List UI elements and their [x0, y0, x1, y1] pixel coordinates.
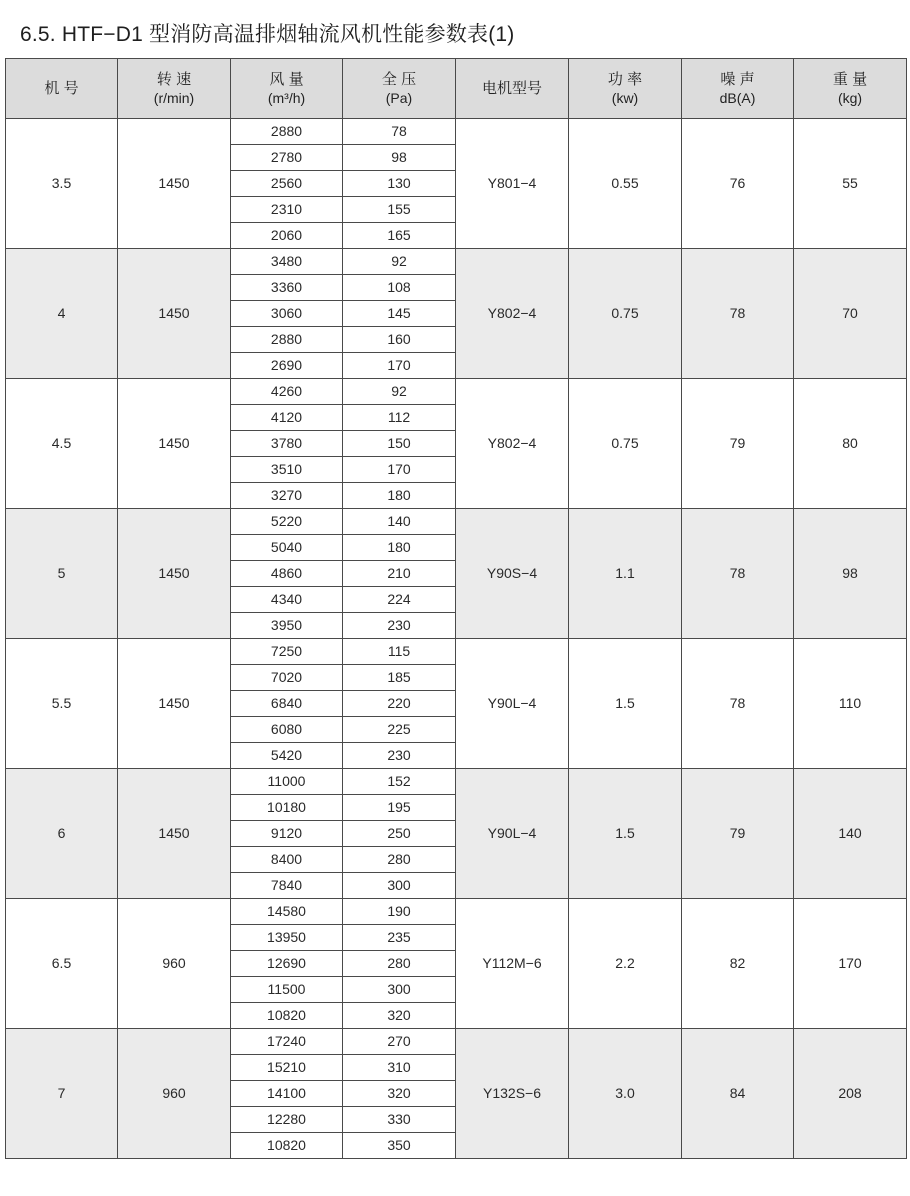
- model-cell: 7: [6, 1029, 118, 1159]
- pressure-cell: 230: [343, 613, 456, 639]
- airflow-cell: 3480: [231, 249, 343, 275]
- pressure-cell: 270: [343, 1029, 456, 1055]
- noise-cell: 84: [682, 1029, 794, 1159]
- airflow-cell: 10820: [231, 1133, 343, 1159]
- airflow-cell: 4120: [231, 405, 343, 431]
- airflow-cell: 3780: [231, 431, 343, 457]
- speed-cell: 1450: [118, 249, 231, 379]
- speed-cell: 1450: [118, 639, 231, 769]
- noise-cell: 82: [682, 899, 794, 1029]
- power-cell: 1.1: [569, 509, 682, 639]
- table-row: [6, 769, 907, 795]
- motor-cell: Y112M−6: [456, 899, 569, 1029]
- table-body: [6, 119, 907, 1159]
- airflow-cell: 4860: [231, 561, 343, 587]
- airflow-cell: 4340: [231, 587, 343, 613]
- airflow-cell: 2060: [231, 223, 343, 249]
- speed-cell: 1450: [118, 119, 231, 249]
- motor-cell: Y801−4: [456, 119, 569, 249]
- motor-cell: Y132S−6: [456, 1029, 569, 1159]
- header-row: [6, 59, 907, 119]
- noise-cell: 76: [682, 119, 794, 249]
- noise-cell: 79: [682, 379, 794, 509]
- pressure-cell: 230: [343, 743, 456, 769]
- table-row: [6, 249, 907, 275]
- pressure-cell: 130: [343, 171, 456, 197]
- performance-table: [5, 58, 907, 1159]
- model-cell: 6.5: [6, 899, 118, 1029]
- pressure-cell: 224: [343, 587, 456, 613]
- speed-cell: 960: [118, 899, 231, 1029]
- header-power: 功 率 (kw): [569, 59, 682, 119]
- pressure-cell: 115: [343, 639, 456, 665]
- model-cell: 4: [6, 249, 118, 379]
- power-cell: 2.2: [569, 899, 682, 1029]
- airflow-cell: 3950: [231, 613, 343, 639]
- airflow-cell: 10180: [231, 795, 343, 821]
- speed-cell: 1450: [118, 509, 231, 639]
- airflow-cell: 14580: [231, 899, 343, 925]
- airflow-cell: 2560: [231, 171, 343, 197]
- weight-cell: 110: [794, 639, 907, 769]
- airflow-cell: 3060: [231, 301, 343, 327]
- airflow-cell: 5040: [231, 535, 343, 561]
- header-speed: 转 速 (r/min): [118, 59, 231, 119]
- pressure-cell: 92: [343, 249, 456, 275]
- model-cell: 4.5: [6, 379, 118, 509]
- pressure-cell: 250: [343, 821, 456, 847]
- pressure-cell: 280: [343, 847, 456, 873]
- airflow-cell: 2880: [231, 327, 343, 353]
- airflow-cell: 6840: [231, 691, 343, 717]
- airflow-cell: 11500: [231, 977, 343, 1003]
- airflow-cell: 13950: [231, 925, 343, 951]
- power-cell: 3.0: [569, 1029, 682, 1159]
- speed-cell: 960: [118, 1029, 231, 1159]
- pressure-cell: 225: [343, 717, 456, 743]
- model-cell: 3.5: [6, 119, 118, 249]
- airflow-cell: 5420: [231, 743, 343, 769]
- motor-cell: Y90L−4: [456, 769, 569, 899]
- noise-cell: 78: [682, 509, 794, 639]
- pressure-cell: 92: [343, 379, 456, 405]
- pressure-cell: 320: [343, 1003, 456, 1029]
- pressure-cell: 98: [343, 145, 456, 171]
- airflow-cell: 7020: [231, 665, 343, 691]
- pressure-cell: 165: [343, 223, 456, 249]
- pressure-cell: 300: [343, 873, 456, 899]
- pressure-cell: 145: [343, 301, 456, 327]
- airflow-cell: 8400: [231, 847, 343, 873]
- pressure-cell: 180: [343, 483, 456, 509]
- pressure-cell: 320: [343, 1081, 456, 1107]
- airflow-cell: 15210: [231, 1055, 343, 1081]
- airflow-cell: 2880: [231, 119, 343, 145]
- power-cell: 1.5: [569, 639, 682, 769]
- speed-cell: 1450: [118, 769, 231, 899]
- pressure-cell: 155: [343, 197, 456, 223]
- motor-cell: Y802−4: [456, 379, 569, 509]
- power-cell: 1.5: [569, 769, 682, 899]
- table-row: [6, 1029, 907, 1055]
- noise-cell: 78: [682, 249, 794, 379]
- performance-table-container: [5, 58, 906, 1166]
- pressure-cell: 170: [343, 353, 456, 379]
- airflow-cell: 7250: [231, 639, 343, 665]
- table-row: [6, 899, 907, 925]
- airflow-cell: 14100: [231, 1081, 343, 1107]
- table-row: [6, 639, 907, 665]
- airflow-cell: 2780: [231, 145, 343, 171]
- pressure-cell: 190: [343, 899, 456, 925]
- airflow-cell: 17240: [231, 1029, 343, 1055]
- airflow-cell: 12690: [231, 951, 343, 977]
- pressure-cell: 78: [343, 119, 456, 145]
- speed-cell: 1450: [118, 379, 231, 509]
- pressure-cell: 152: [343, 769, 456, 795]
- model-cell: 6: [6, 769, 118, 899]
- airflow-cell: 2690: [231, 353, 343, 379]
- pressure-cell: 220: [343, 691, 456, 717]
- weight-cell: 70: [794, 249, 907, 379]
- pressure-cell: 210: [343, 561, 456, 587]
- table-row: [6, 379, 907, 405]
- model-cell: 5: [6, 509, 118, 639]
- pressure-cell: 310: [343, 1055, 456, 1081]
- table-row: [6, 509, 907, 535]
- airflow-cell: 12280: [231, 1107, 343, 1133]
- noise-cell: 79: [682, 769, 794, 899]
- motor-cell: Y90S−4: [456, 509, 569, 639]
- pressure-cell: 235: [343, 925, 456, 951]
- pressure-cell: 280: [343, 951, 456, 977]
- noise-cell: 78: [682, 639, 794, 769]
- pressure-cell: 140: [343, 509, 456, 535]
- airflow-cell: 9120: [231, 821, 343, 847]
- header-airflow: 风 量 (m³/h): [231, 59, 343, 119]
- pressure-cell: 350: [343, 1133, 456, 1159]
- airflow-cell: 3510: [231, 457, 343, 483]
- weight-cell: 140: [794, 769, 907, 899]
- header-noise: 噪 声 dB(A): [682, 59, 794, 119]
- power-cell: 0.75: [569, 379, 682, 509]
- airflow-cell: 3360: [231, 275, 343, 301]
- header-weight: 重 量 (kg): [794, 59, 907, 119]
- airflow-cell: 10820: [231, 1003, 343, 1029]
- model-cell: 5.5: [6, 639, 118, 769]
- airflow-cell: 11000: [231, 769, 343, 795]
- airflow-cell: 6080: [231, 717, 343, 743]
- pressure-cell: 160: [343, 327, 456, 353]
- pressure-cell: 108: [343, 275, 456, 301]
- header-model: 机 号: [6, 59, 118, 119]
- motor-cell: Y802−4: [456, 249, 569, 379]
- pressure-cell: 112: [343, 405, 456, 431]
- header-motor: 电机型号: [456, 59, 569, 119]
- power-cell: 0.55: [569, 119, 682, 249]
- pressure-cell: 300: [343, 977, 456, 1003]
- airflow-cell: 4260: [231, 379, 343, 405]
- airflow-cell: 3270: [231, 483, 343, 509]
- airflow-cell: 7840: [231, 873, 343, 899]
- pressure-cell: 150: [343, 431, 456, 457]
- weight-cell: 170: [794, 899, 907, 1029]
- airflow-cell: 5220: [231, 509, 343, 535]
- motor-cell: Y90L−4: [456, 639, 569, 769]
- airflow-cell: 2310: [231, 197, 343, 223]
- weight-cell: 80: [794, 379, 907, 509]
- pressure-cell: 330: [343, 1107, 456, 1133]
- pressure-cell: 195: [343, 795, 456, 821]
- weight-cell: 208: [794, 1029, 907, 1159]
- pressure-cell: 170: [343, 457, 456, 483]
- pressure-cell: 185: [343, 665, 456, 691]
- weight-cell: 55: [794, 119, 907, 249]
- weight-cell: 98: [794, 509, 907, 639]
- header-pressure: 全 压 (Pa): [343, 59, 456, 119]
- pressure-cell: 180: [343, 535, 456, 561]
- table-row: [6, 119, 907, 145]
- page-title: 6.5. HTF−D1 型消防高温排烟轴流风机性能参数表(1): [20, 23, 515, 46]
- power-cell: 0.75: [569, 249, 682, 379]
